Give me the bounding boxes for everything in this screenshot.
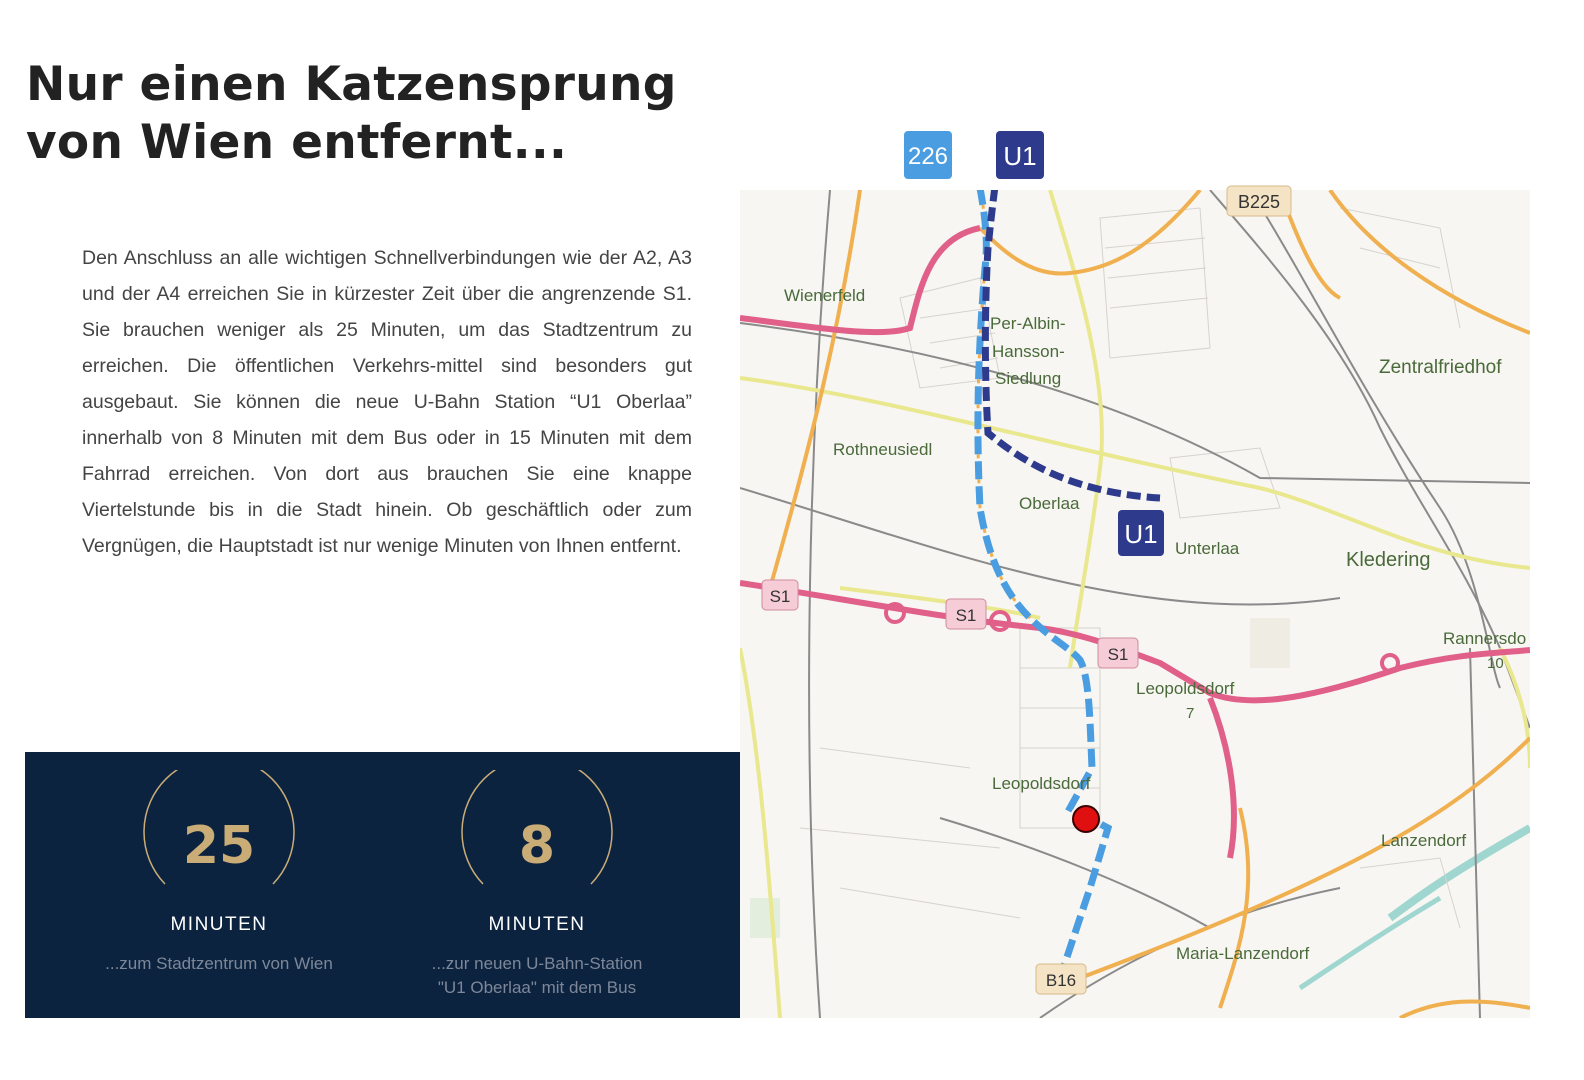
label-exit-7: 7 xyxy=(1186,705,1195,722)
bus-226-label: 226 xyxy=(907,143,949,170)
u1-badge-top-label: U1 xyxy=(1003,141,1037,171)
label-leopoldsdorf-exit: Leopoldsdorf xyxy=(1136,679,1235,698)
stat-caption: ...zum Stadtzentrum von Wien xyxy=(105,954,333,973)
headline-line-1: Nur einen Katzensprung xyxy=(26,57,677,112)
b16-label: B16 xyxy=(1045,971,1077,990)
stat-unit: MINUTEN xyxy=(488,914,586,935)
u1-station-label: U1 xyxy=(1124,519,1158,549)
stat-value: 8 xyxy=(518,816,556,876)
label-rothneusiedl: Rothneusiedl xyxy=(833,440,933,459)
label-maria-lanzendorf: Maria-Lanzendorf xyxy=(1176,944,1310,963)
label-kledering: Kledering xyxy=(1346,549,1431,571)
intro-paragraph: Den Anschluss an alle wichtigen Schnellverbindungen wie der A2, A3 und der A4 erreichen Sie in kürzester Zeit über die angrenzende S1. Sie brauchen weniger als 25 Minuten, um das Stadtzentrum zu erreichen. Die öffentlichen Verkehrs-mittel sind besonders gut ausgebaut. Sie können die neue U-Bahn Station “U1 Oberlaa” innerhalb von 8 Minuten mit dem Bus oder in 15 Minuten mit dem Fahrrad erreichen. Von dort aus brauchen Sie eine knappe Viertelstunde bis in die Stadt hinein. Ob geschäftlich oder zum Vergnügen, die Hauptstadt ist nur wenige Minuten von Ihnen entfernt. xyxy=(82,247,692,557)
s1-label: S1 xyxy=(955,606,977,625)
label-per-albin: Per-Albin- xyxy=(990,314,1066,333)
location-map xyxy=(740,128,1540,1028)
label-per-albin: Hansson- xyxy=(992,342,1065,361)
label-exit-10: 10 xyxy=(1487,655,1504,672)
s1-label: S1 xyxy=(769,587,791,606)
label-oberlaa: Oberlaa xyxy=(1019,494,1080,513)
stat-city-center xyxy=(69,752,369,1018)
location-marker xyxy=(1073,806,1099,832)
label-leopoldsdorf: Leopoldsdorf xyxy=(992,774,1091,793)
label-unterlaa: Unterlaa xyxy=(1175,539,1240,558)
stat-caption: ...zur neuen U-Bahn-Station "U1 Oberlaa" mit dem Bus xyxy=(431,954,643,997)
s1-label: S1 xyxy=(1107,645,1129,664)
label-wienerfeld: Wienerfeld xyxy=(784,286,866,305)
stat-unit: MINUTEN xyxy=(170,914,268,935)
travel-time-panel xyxy=(25,752,753,1018)
stat-value: 25 xyxy=(182,816,256,876)
label-per-albin: Siedlung xyxy=(995,369,1062,388)
b225-label: B225 xyxy=(1237,192,1281,212)
page-headline xyxy=(26,56,677,172)
headline-line-2: von Wien entfernt... xyxy=(26,115,568,170)
label-lanzendorf: Lanzendorf xyxy=(1381,831,1467,850)
label-rannersdorf: Rannersdo xyxy=(1443,629,1527,648)
map-base xyxy=(740,128,1530,1018)
stat-u1-station xyxy=(387,752,687,1018)
label-zentralfriedhof: Zentralfriedhof xyxy=(1379,357,1502,378)
